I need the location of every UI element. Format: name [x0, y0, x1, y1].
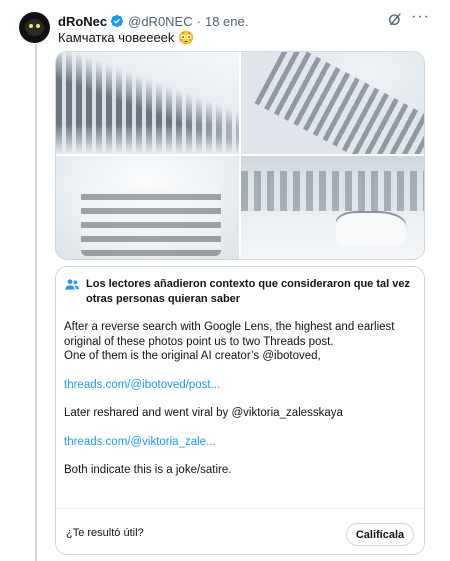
media-photo-4[interactable] [241, 156, 424, 259]
media-photo-1[interactable] [56, 52, 239, 154]
helpful-question: ¿Te resultó útil? [66, 527, 144, 539]
note-text-line: One of them is the original AI creator’s @ibotoved, [64, 350, 321, 362]
separator-dot: · [196, 13, 201, 29]
people-icon [64, 278, 80, 292]
note-body [64, 320, 416, 478]
avatar[interactable] [19, 12, 50, 43]
post-date[interactable]: 18 ene. [204, 13, 249, 29]
note-header [64, 277, 414, 307]
more-icon[interactable]: ··· [411, 8, 430, 25]
divider [56, 508, 424, 509]
grok-icon[interactable] [387, 11, 403, 27]
author-handle[interactable]: @dR0NEC [128, 13, 193, 29]
note-title: Los lectores añadieron contexto que consideraron que tal vez otras personas quieran saber [86, 278, 410, 305]
media-photo-3[interactable] [56, 156, 239, 259]
note-text-line: Later reshared and went viral by @viktoria_zalesskaya [64, 407, 343, 419]
thread-line [35, 44, 37, 561]
rate-button[interactable]: Califícala [346, 523, 414, 546]
community-note [55, 266, 425, 555]
note-link-1[interactable]: threads.com/@ibotoved/post... [64, 378, 221, 391]
note-link-2[interactable]: threads.com/@viktoria_zale... [64, 435, 216, 448]
post-text: Камчатка човееееk 😳 [58, 30, 195, 45]
media-photo-2[interactable] [241, 52, 424, 154]
note-text-line: Both indicate this is a joke/satire. [64, 464, 232, 476]
author-name[interactable]: dRoNec [58, 13, 108, 29]
note-text-line: After a reverse search with Google Lens, the highest and earliest original of these photos point us to two Threads post. [64, 321, 395, 348]
media-grid [55, 51, 425, 260]
verified-badge-icon [110, 14, 124, 28]
